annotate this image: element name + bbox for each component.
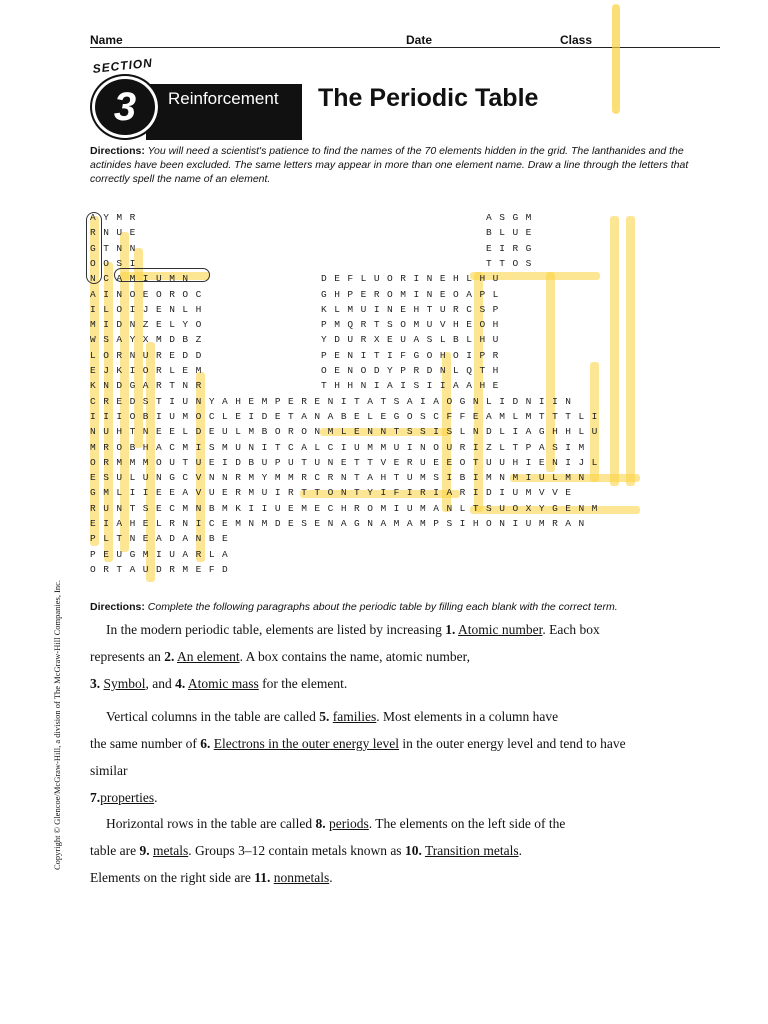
- paragraph-line: [90, 708, 700, 726]
- text-run: , and: [145, 676, 176, 691]
- text-run: . Most elements in a column have: [376, 709, 559, 724]
- highlighter-mark: [612, 4, 620, 114]
- text-run: .: [154, 790, 158, 805]
- grid-row: G T N N E I R G: [90, 242, 533, 254]
- text-run: .: [329, 870, 333, 885]
- answer-8: periods: [329, 816, 369, 831]
- grid-row: C R E D S T I U N Y A H E M P E R E N I T A T S A I A O G N L I D N I I N: [90, 395, 572, 407]
- grid-row: N U H T N E E L D E U L M B O R O N M L E N N T S S I S L N D L I A G H H L U: [90, 426, 599, 438]
- grid-row: O R M M M O U T U E I D B U P U T U N E T T V E R U E E O T U U H I E N I J L: [90, 456, 599, 468]
- blank-number: 3.: [90, 676, 101, 691]
- blank-number: 1.: [445, 622, 456, 637]
- blank-number: 2.: [164, 649, 175, 664]
- answer-11: nonmetals: [273, 870, 330, 885]
- text-run: In the modern periodic table, elements are listed by increasing: [106, 622, 446, 637]
- highlight-stroke: [610, 216, 619, 486]
- name-label: Name: [90, 33, 123, 47]
- header-row: [90, 32, 720, 48]
- grid-row: R N U E B L U E: [90, 227, 533, 239]
- answer-7: properties: [100, 790, 155, 805]
- section-badge: [88, 55, 302, 140]
- grid-row: I L O I J E N L H K L M U I N E H T U R C S P: [90, 303, 500, 315]
- page-title: The Periodic Table: [318, 84, 539, 112]
- grid-row: E S U L U N G C V N N R M Y M M R C R N T A H T U M S I B I M N M I U L M N: [90, 472, 586, 484]
- paragraph-line: [90, 869, 700, 887]
- grid-row: G M L I I E E A V U E R M U I R T T O N T Y I F I R I A R I D I U M V V E: [90, 487, 572, 499]
- text-run: .: [518, 843, 522, 858]
- answer-1: Atomic number: [458, 622, 543, 637]
- badge-label: Reinforcement: [146, 84, 302, 118]
- text-run: table are: [90, 843, 140, 858]
- text-run: similar: [90, 763, 128, 778]
- text-run: . Each box: [542, 622, 600, 637]
- class-label: Class: [560, 33, 593, 47]
- paragraph-line: [90, 815, 700, 833]
- grid-row: N C A M I U M N D E F L U O R I N E H L H U: [90, 273, 500, 285]
- blank-number: 5.: [319, 709, 330, 724]
- blank-number: 6.: [200, 736, 211, 751]
- text-run: Vertical columns in the table are called: [106, 709, 320, 724]
- blank-number: 7.: [90, 790, 101, 805]
- paragraph-line: [90, 735, 700, 753]
- text-run: . The elements on the left side of the: [368, 816, 566, 831]
- text-run: represents an: [90, 649, 165, 664]
- directions-wordsearch: [90, 144, 700, 186]
- directions-text: Complete the following paragraphs about the periodic table by filling each blank with the correct term.: [147, 601, 618, 613]
- badge-section-label: SECTION: [92, 55, 154, 76]
- answer-10: Transition metals: [424, 843, 519, 858]
- grid-row: O O S I T T O S: [90, 257, 533, 269]
- grid-row: P L T N E A D A N B E: [90, 533, 229, 545]
- text-run: for the element.: [258, 676, 348, 691]
- text-run: the same number of: [90, 736, 201, 751]
- highlight-stroke: [626, 216, 635, 486]
- text-run: . A box contains the name, atomic number,: [239, 649, 471, 664]
- paragraph-line: [90, 621, 700, 639]
- text-run: Elements on the right side are: [90, 870, 255, 885]
- paragraph-line: [90, 842, 700, 860]
- answer-3: Symbol: [103, 676, 146, 691]
- grid-row: I I I O B I U M O C L E I D E T A N A B E L E G O S C F F E A M L M T T T L I: [90, 410, 599, 422]
- paragraph-line: [90, 675, 700, 693]
- grid-row: K N D G A R T N R T H H N I A I S I I A A H E: [90, 380, 500, 392]
- blank-number: 9.: [139, 843, 150, 858]
- badge-bar: [146, 118, 302, 140]
- blank-number: 4.: [175, 676, 186, 691]
- grid-row: M I D N Z E L Y O P M Q R T S O M U V H E O H: [90, 319, 500, 331]
- grid-row: A Y M R A S G M: [90, 212, 533, 223]
- date-label: Date: [406, 33, 433, 47]
- badge-circle: [92, 76, 158, 138]
- blank-number: 10.: [404, 843, 422, 858]
- paragraph-line: [90, 789, 700, 807]
- answer-9: metals: [152, 843, 189, 858]
- grid-row: E I A H E L R N I C E M N M D E S E N A G N A M A M P S I H O N I U M R A N: [90, 518, 586, 529]
- grid-row: E J K I O R L E M O E N O D Y P R D N L Q T H: [90, 365, 500, 376]
- answer-6: Electrons in the outer energy level: [213, 736, 400, 751]
- grid-row: O R T A U D R M E F D: [90, 563, 229, 575]
- answer-5: families: [332, 709, 377, 724]
- text-run: Horizontal rows in the table are called: [106, 816, 316, 831]
- blank-number: 8.: [315, 816, 326, 831]
- blank-number: 11.: [254, 870, 271, 885]
- answer-4: Atomic mass: [187, 676, 259, 691]
- text-run: in the outer energy level and tend to have: [399, 736, 626, 751]
- directions-paragraphs: [90, 600, 700, 614]
- directions-label: Directions:: [90, 145, 145, 157]
- paragraph-line: [90, 648, 700, 666]
- paragraph-line: [90, 762, 700, 780]
- text-run: . Groups 3–12 contain metals known as: [188, 843, 405, 858]
- grid-row: L O R N U R E D D P E N I T I F G O H O I P R: [90, 349, 500, 361]
- grid-row: M R O B H A C M I S M U N I T C A L C I U M M U I N O U R I Z L T P A S I M: [90, 441, 586, 453]
- grid-row: R U N T S E C M N B M K I I U E M E C H R O M I U M A N L T S U O X Y G E N M: [90, 502, 599, 514]
- grid-row: A I N O E O R O C G H P E R O M I N E O A P L: [90, 288, 500, 300]
- word-search-grid: [90, 212, 650, 578]
- answer-2: An element: [176, 649, 240, 664]
- directions-text: You will need a scientist's patience to find the names of the 70 elements hidden in the grid. The lanthanides and the actinides have been excluded. The same letters may appear in more than one element name. Draw a line through the letters that correctly spell the name of an element.: [90, 145, 689, 185]
- grid-row: P E U G M I U A R L A: [90, 548, 229, 560]
- copyright-notice: Copyright © Glencoe/McGraw-Hill, a division of The McGraw-Hill Companies, Inc.: [52, 579, 62, 870]
- grid-row: W S A Y X M D B Z Y D U R X E U A S L B L H U: [90, 334, 500, 346]
- directions-label: Directions:: [90, 601, 145, 613]
- badge-number: 3: [113, 85, 137, 129]
